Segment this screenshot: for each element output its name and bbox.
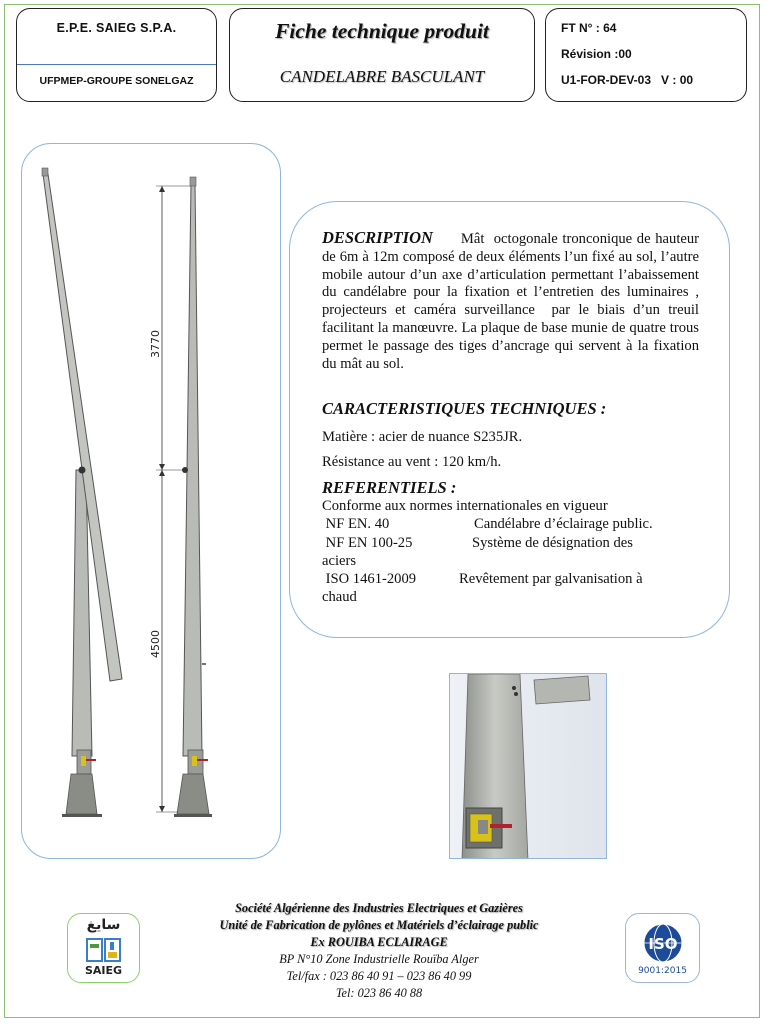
company-name: E.P.E. SAIEG S.P.A. <box>56 21 177 35</box>
base-flare <box>177 774 209 814</box>
header-divider <box>17 64 216 65</box>
description-text: hauteur de 6m à 12m composé de deux éléments l’un fixé au sol, l’autre mobile autour d’un axe d’articulation permettant l’abaissement du candélabre pour la fixation et l’entretien des luminaires , projecteurs et caméra surveillance par le biais d’un treuil facilitant la manœuvre. La plaque de base munie de quatre trous permet le passage des tiges d’ancrage qui servent à la fixation du mât au sol. <box>322 231 703 372</box>
form-code: U1-FOR-DEV-03 V : 00 <box>561 73 694 87</box>
dimension-label-lower: 4500 <box>149 630 162 658</box>
reference-description-cont: chaud <box>322 589 357 605</box>
specs-heading: CARACTERISTIQUES TECHNIQUES : <box>322 399 607 418</box>
document-title: Fiche technique produit <box>275 19 489 43</box>
winch-mechanism <box>192 756 197 766</box>
pivot-joint <box>182 467 188 473</box>
spec-material: Matière : acier de nuance S235JR. <box>322 429 523 445</box>
footer-line-6: Tel: 023 86 40 88 <box>335 986 423 1000</box>
reference-description: Système de désignation des <box>472 535 633 551</box>
winch-mechanism <box>81 756 86 766</box>
product-name: CANDELABRE BASCULANT <box>279 67 485 86</box>
footer-line-4: BP N°10 Zone Industrielle Rouïba Alger <box>279 952 479 966</box>
footer-line-2: Unité de Fabrication de pylônes et Matériels d’éclairage public <box>219 918 539 932</box>
reference-description: Candélabre d’éclairage public. <box>474 516 653 532</box>
tilted-section <box>534 676 590 704</box>
globe-icon <box>640 922 686 964</box>
base-flare <box>66 774 97 814</box>
saieg-arabic-name: سايغ <box>86 917 121 933</box>
description-heading: DESCRIPTION <box>322 228 433 247</box>
group-name: UFPMEP-GROUPE SONELGAZ <box>39 75 194 87</box>
base-plate <box>174 814 212 817</box>
technical-drawing-panel <box>21 143 281 859</box>
iso-certification-logo <box>625 913 700 983</box>
pole-drawing <box>22 144 282 860</box>
footer-line-5: Tel/fax : 023 86 40 91 – 023 86 40 99 <box>286 969 472 983</box>
header-company-box <box>16 8 217 102</box>
reference-code: ISO 1461-2009 <box>322 571 417 587</box>
ft-number: FT N° : 64 <box>561 21 617 35</box>
references-heading: REFERENTIELS : <box>322 478 457 497</box>
reference-description: Revêtement par galvanisation à <box>459 571 643 587</box>
pivot-joint <box>79 467 86 474</box>
saieg-logo <box>67 913 140 983</box>
reference-code: NF EN. 40 <box>322 516 390 532</box>
saieg-name: SAIEG <box>84 964 123 977</box>
winch-detail-render <box>449 673 607 859</box>
iso-standard: 9001:2015 <box>638 966 687 976</box>
revision: Révision :00 <box>561 47 632 61</box>
reference-code: NF EN 100-25 <box>322 535 413 551</box>
description-panel <box>289 201 730 638</box>
header-reference-box <box>545 8 747 102</box>
iso-mark: ISO <box>648 935 678 953</box>
references-intro: Conforme aux normes internationales en vigueur <box>322 498 608 514</box>
reference-description-cont: aciers <box>322 553 357 569</box>
pole-tip <box>42 168 48 176</box>
saieg-emblem <box>86 938 122 962</box>
spec-wind-resistance: Résistance au vent : 120 km/h. <box>322 454 502 470</box>
pole-tip <box>190 177 196 186</box>
base-plate <box>62 814 102 817</box>
dimension-label-upper: 3770 <box>149 330 162 358</box>
header-title-box <box>229 8 535 102</box>
footer-line-1: Société Algérienne des Industries Electriques et Gazières <box>235 901 523 915</box>
footer-line-3: Ex ROUIBA ECLAIRAGE <box>310 935 448 949</box>
description-first-line: Mât octogonale tronconique de <box>460 231 651 247</box>
